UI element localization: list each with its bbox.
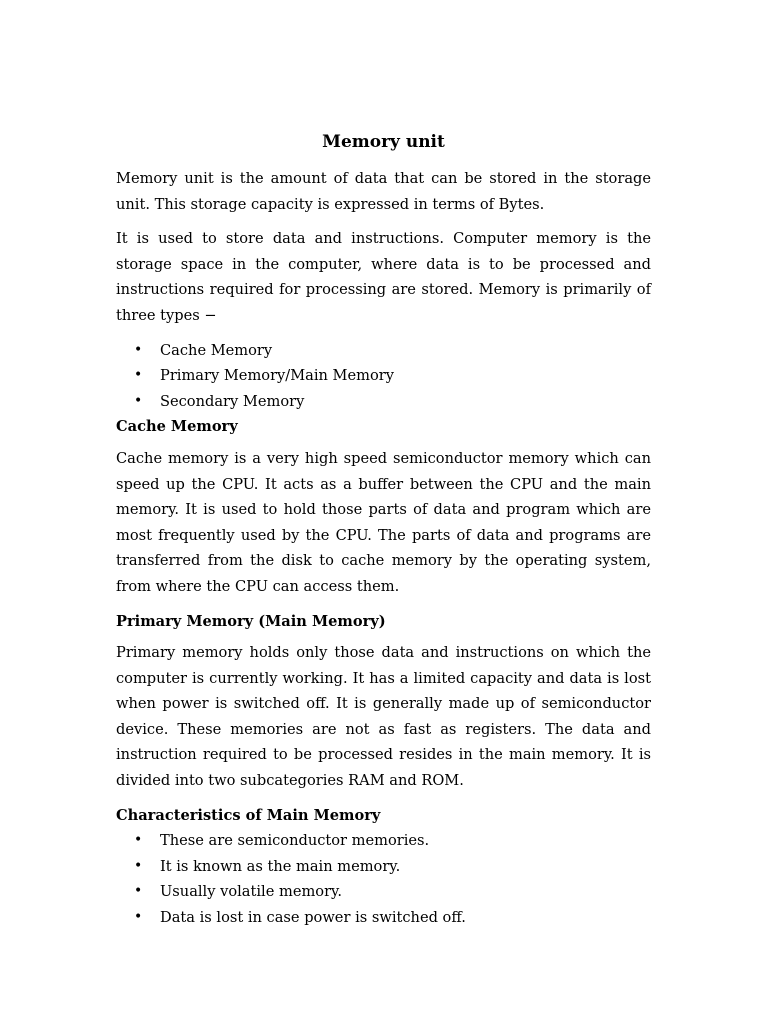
primary-paragraph: Primary memory holds only those data and instructions on which the computer is currently working. It has a limited capacity and data is lost when power is switched off. It is generally made up of semiconductor device. These memories are not as fast as registers. The data and instruction required to be processed resides in the main memory. It is divided into two subcategories RAM and ROM. bbox=[116, 644, 651, 790]
bullet-icon: • bbox=[134, 392, 143, 409]
list-item-text: Primary Memory/Main Memory bbox=[160, 367, 394, 385]
document-title: Memory unit bbox=[322, 132, 445, 152]
list-item bbox=[116, 389, 651, 415]
bullet-icon: • bbox=[134, 857, 143, 874]
bullet-icon: • bbox=[134, 909, 143, 926]
section-heading-characteristics: Characteristics of Main Memory bbox=[116, 806, 381, 824]
list-item-text: Cache Memory bbox=[160, 341, 273, 359]
intro-paragraph-2: It is used to store data and instructions. Computer memory is the storage space in the computer, where data is to be processed and instructions required for processing are stored. Memory is primarily of three types − bbox=[116, 230, 651, 324]
list-item bbox=[116, 828, 651, 854]
list-item-text: Usually volatile memory. bbox=[160, 883, 343, 901]
list-item bbox=[116, 905, 651, 931]
bullet-icon: • bbox=[134, 367, 143, 384]
bullet-icon: • bbox=[134, 883, 143, 900]
section-heading-cache: Cache Memory bbox=[116, 418, 238, 436]
bullet-icon: • bbox=[134, 341, 143, 358]
list-item bbox=[116, 338, 651, 364]
list-item-text: It is known as the main memory. bbox=[160, 857, 401, 875]
list-item-text: These are semiconductor memories. bbox=[160, 832, 430, 850]
bullet-icon: • bbox=[134, 832, 143, 849]
list-item-text: Data is lost in case power is switched off. bbox=[160, 909, 466, 927]
characteristics-list bbox=[116, 828, 651, 930]
list-item bbox=[116, 854, 651, 880]
list-item bbox=[116, 363, 651, 389]
cache-paragraph: Cache memory is a very high speed semiconductor memory which can speed up the CPU. It acts as a buffer between the CPU and the main memory. It is used to hold those parts of data and program which are most frequently used by the CPU. The parts of data and programs are transferred from the disk to cache memory by the operating system, from where the CPU can access them. bbox=[116, 449, 651, 595]
memory-types-list bbox=[116, 338, 651, 415]
document-page bbox=[116, 128, 651, 931]
list-item bbox=[116, 879, 651, 905]
intro-paragraph-1: Memory unit is the amount of data that can be stored in the storage unit. This storage capacity is expressed in terms of Bytes. bbox=[116, 170, 651, 213]
section-heading-primary: Primary Memory (Main Memory) bbox=[116, 612, 386, 630]
list-item-text: Secondary Memory bbox=[160, 392, 305, 410]
